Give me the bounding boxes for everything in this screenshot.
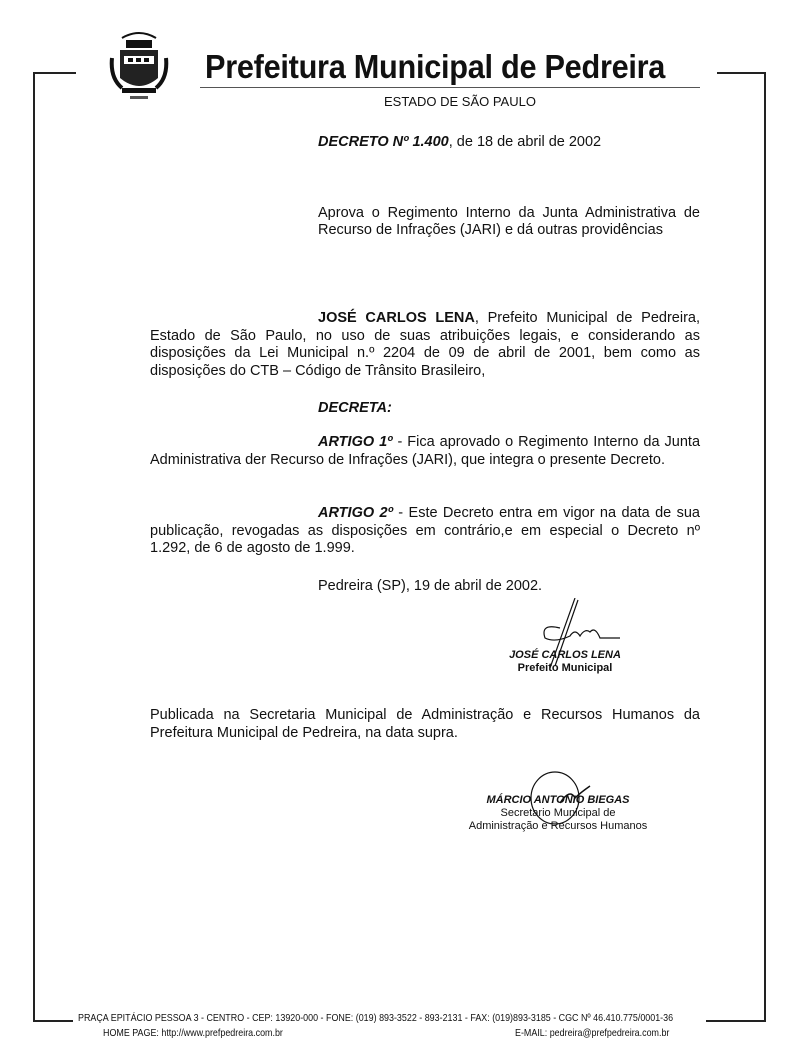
- preamble-paragraph: [150, 310, 700, 381]
- page-title: Prefeitura Municipal de Pedreira: [205, 48, 666, 85]
- signer-department: Administração e Recursos Humanos: [468, 820, 648, 832]
- article-label: ARTIGO 2º: [318, 505, 393, 521]
- footer-email: E-MAIL: pedreira@prefpedreira.com.br: [515, 1027, 670, 1039]
- municipal-crest-logo: [108, 28, 170, 103]
- signature-block-secretary: [448, 794, 668, 833]
- footer-address: PRAÇA EPITÁCIO PESSOA 3 - CENTRO - CEP: 13920-000 - FONE: (019) 893-3522 - 893-2131 - FAX: (019)893-3185 - CGC Nº 46.410.775/0001-36: [78, 1012, 674, 1024]
- signature-block-mayor: [480, 649, 650, 675]
- article-label: ARTIGO 1º: [318, 434, 393, 450]
- publication-note: Publicada na Secretaria Municipal de Administração e Recursos Humanos da Prefeitura Municipal de Pedreira, na data supra.: [150, 707, 700, 741]
- decree-number: DECRETO Nº 1.400: [318, 134, 449, 150]
- preamble-text: , Prefeito Municipal de Pedreira, Estado de São Paulo, no uso de suas atribuições legais, e considerando as disposições da Lei Municipal n.º 2204 de 09 de abril de 2001, bem como as disposições do CTB – Código de Trânsito Brasileiro,: [150, 310, 701, 380]
- decreta-heading: DECRETA:: [318, 400, 392, 416]
- frame-bottom-right: [706, 1020, 766, 1022]
- article-2: [150, 505, 700, 558]
- article-1: [150, 434, 700, 469]
- footer-homepage: HOME PAGE: http://www.prefpedreira.com.br: [103, 1027, 283, 1039]
- frame-top-left: [33, 72, 76, 74]
- article-text: - Este Decreto entra em vigor na data de sua publicação, revogadas as disposições em contrário,e em especial o Decreto nº 1.292, de 6 de agosto de 1.999.: [150, 505, 700, 557]
- decree-heading: [318, 134, 601, 152]
- article-text: - Fica aprovado o Regimento Interno da Junta Administrativa der Recurso de Infrações (JARI), que integra o presente Decreto.: [150, 434, 701, 468]
- frame-left: [33, 72, 35, 1022]
- title-underline: [200, 87, 700, 88]
- frame-bottom-left: [33, 1020, 73, 1022]
- signer-name: MÁRCIO ANTONIO BIEGAS: [486, 794, 630, 806]
- decree-summary: Aprova o Regimento Interno da Junta Administrativa de Recurso de Infrações (JARI) e dá outras providências: [318, 205, 700, 238]
- signer-name: JOSÉ CARLOS LENA: [509, 649, 621, 661]
- frame-right: [764, 72, 766, 1022]
- decree-date: , de 18 de abril de 2002: [448, 134, 602, 150]
- signer-role: Secretario Municipal de: [500, 807, 616, 819]
- state-subtitle: ESTADO DE SÃO PAULO: [384, 94, 536, 109]
- mayor-name: JOSÉ CARLOS LENA: [318, 310, 475, 326]
- place-date: Pedreira (SP), 19 de abril de 2002.: [318, 578, 543, 594]
- frame-top-right: [717, 72, 765, 74]
- signer-role: Prefeito Municipal: [517, 662, 613, 674]
